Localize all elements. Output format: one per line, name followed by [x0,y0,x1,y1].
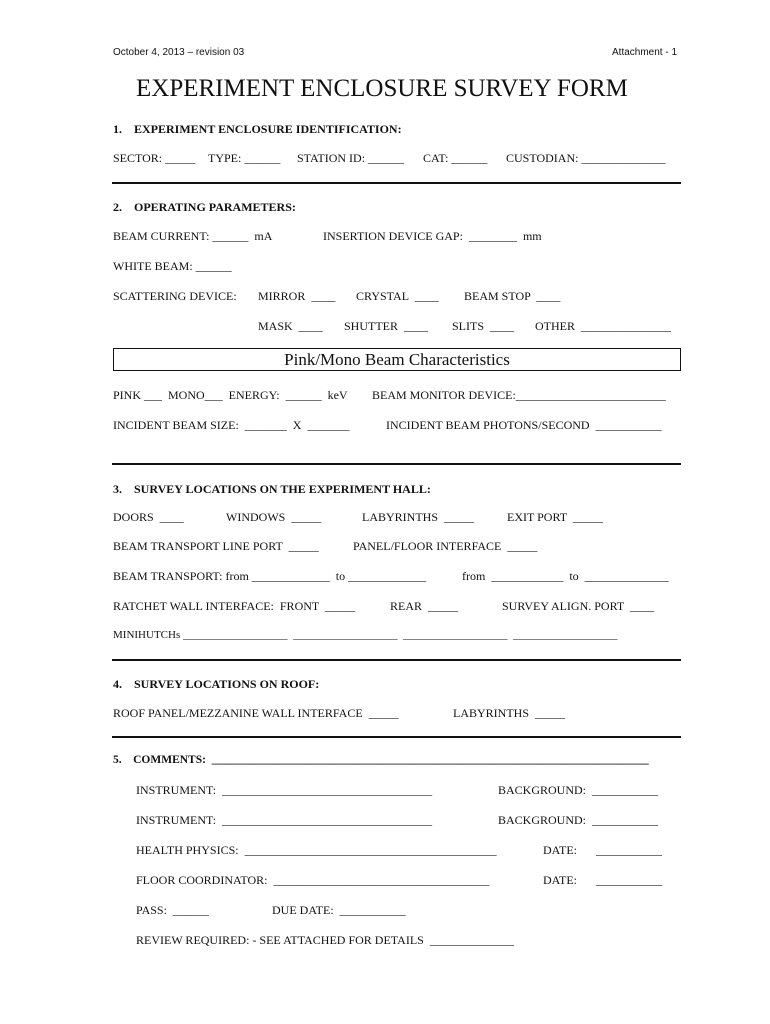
survey-align-port-field: SURVEY ALIGN. PORT ____ [502,599,654,613]
sector-field: SECTOR: _____ [113,151,196,165]
pink-mono-box-title: Pink/Mono Beam Characteristics [284,350,510,369]
crystal-field: CRYSTAL ____ [356,289,439,303]
date-blank-1: ___________ [596,843,662,857]
section-divider [112,182,681,184]
slits-field: SLITS ____ [452,319,515,333]
date-label-1: DATE: [543,843,577,857]
beam-stop-field: BEAM STOP ____ [464,289,561,303]
section-1-heading: 1. EXPERIMENT ENCLOSURE IDENTIFICATION: [113,122,402,136]
section-divider [112,659,681,661]
doors-field: DOORS ____ [113,510,184,524]
windows-field: WINDOWS _____ [226,510,322,524]
date-label-2: DATE: [543,873,577,887]
background-field-2: BACKGROUND: ___________ [498,813,659,827]
section-divider [112,736,681,738]
floor-coordinator-field: FLOOR COORDINATOR: ____________________________________ [136,873,490,887]
pink-mono-energy-field: PINK ___ MONO___ ENERGY: ______ keV [113,388,348,402]
ratchet-rear-field: REAR _____ [390,599,459,613]
roof-panel-field: ROOF PANEL/MEZZANINE WALL INTERFACE _____ [113,706,399,720]
due-date-field: DUE DATE: ___________ [272,903,406,917]
section-divider [112,463,681,465]
instrument-field-1: INSTRUMENT: ___________________________________ [136,783,433,797]
revision-date: October 4, 2013 – revision 03 [113,47,245,58]
cat-field: CAT: ______ [423,151,488,165]
mask-field: MASK ____ [258,319,323,333]
shutter-field: SHUTTER ____ [344,319,428,333]
review-required-field: REVIEW REQUIRED: - SEE ATTACHED FOR DETAILS ______________ [136,933,514,947]
ratchet-front-field: RATCHET WALL INTERFACE: FRONT _____ [113,599,356,613]
section-4-heading: 4. SURVEY LOCATIONS ON ROOF: [113,677,320,691]
other-field: OTHER _______________ [535,319,671,333]
insertion-gap-field: INSERTION DEVICE GAP: ________ mm [323,229,542,243]
roof-labyrinths-field: LABYRINTHS _____ [453,706,566,720]
white-beam-field: WHITE BEAM: ______ [113,259,232,273]
section-5-heading: 5. COMMENTS: ____________________________________________________________________________ [113,754,649,766]
pass-field: PASS: ______ [136,903,209,917]
type-field: TYPE: ______ [208,151,281,165]
beam-transport-line-field: BEAM TRANSPORT LINE PORT _____ [113,539,319,553]
scattering-device-label: SCATTERING DEVICE: [113,289,237,303]
incident-beam-size-field: INCIDENT BEAM SIZE: _______ X _______ [113,418,350,432]
health-physics-field: HEALTH PHYSICS: __________________________________________ [136,843,497,857]
incident-photons-field: INCIDENT BEAM PHOTONS/SECOND ___________ [386,418,662,432]
beam-transport-from-field: BEAM TRANSPORT: from _____________ to _____________ [113,569,427,583]
mirror-field: MIRROR ____ [258,289,336,303]
background-field-1: BACKGROUND: ___________ [498,783,659,797]
attachment-label: Attachment - 1 [612,47,678,58]
beam-current-field: BEAM CURRENT: ______ mA [113,229,273,243]
section-3-heading: 3. SURVEY LOCATIONS ON THE EXPERIMENT HALL: [113,482,431,496]
panel-floor-field: PANEL/FLOOR INTERFACE _____ [353,539,538,553]
station-id-field: STATION ID: ______ [297,151,405,165]
beam-monitor-field: BEAM MONITOR DEVICE:_________________________ [372,388,666,402]
custodian-field: CUSTODIAN: ______________ [506,151,666,165]
beam-transport-from-field-2: from ____________ to ______________ [462,569,669,583]
exit-port-field: EXIT PORT _____ [507,510,603,524]
section-2-heading: 2. OPERATING PARAMETERS: [113,200,296,214]
minihutchs-field: MINIHUTCHs ___________________ ___________________ ___________________ ___________________ [113,629,618,641]
labyrinths-field: LABYRINTHS _____ [362,510,475,524]
instrument-field-2: INSTRUMENT: ___________________________________ [136,813,433,827]
date-blank-2: ___________ [596,873,662,887]
pink-mono-box [113,348,681,371]
form-title: EXPERIMENT ENCLOSURE SURVEY FORM [136,75,628,102]
